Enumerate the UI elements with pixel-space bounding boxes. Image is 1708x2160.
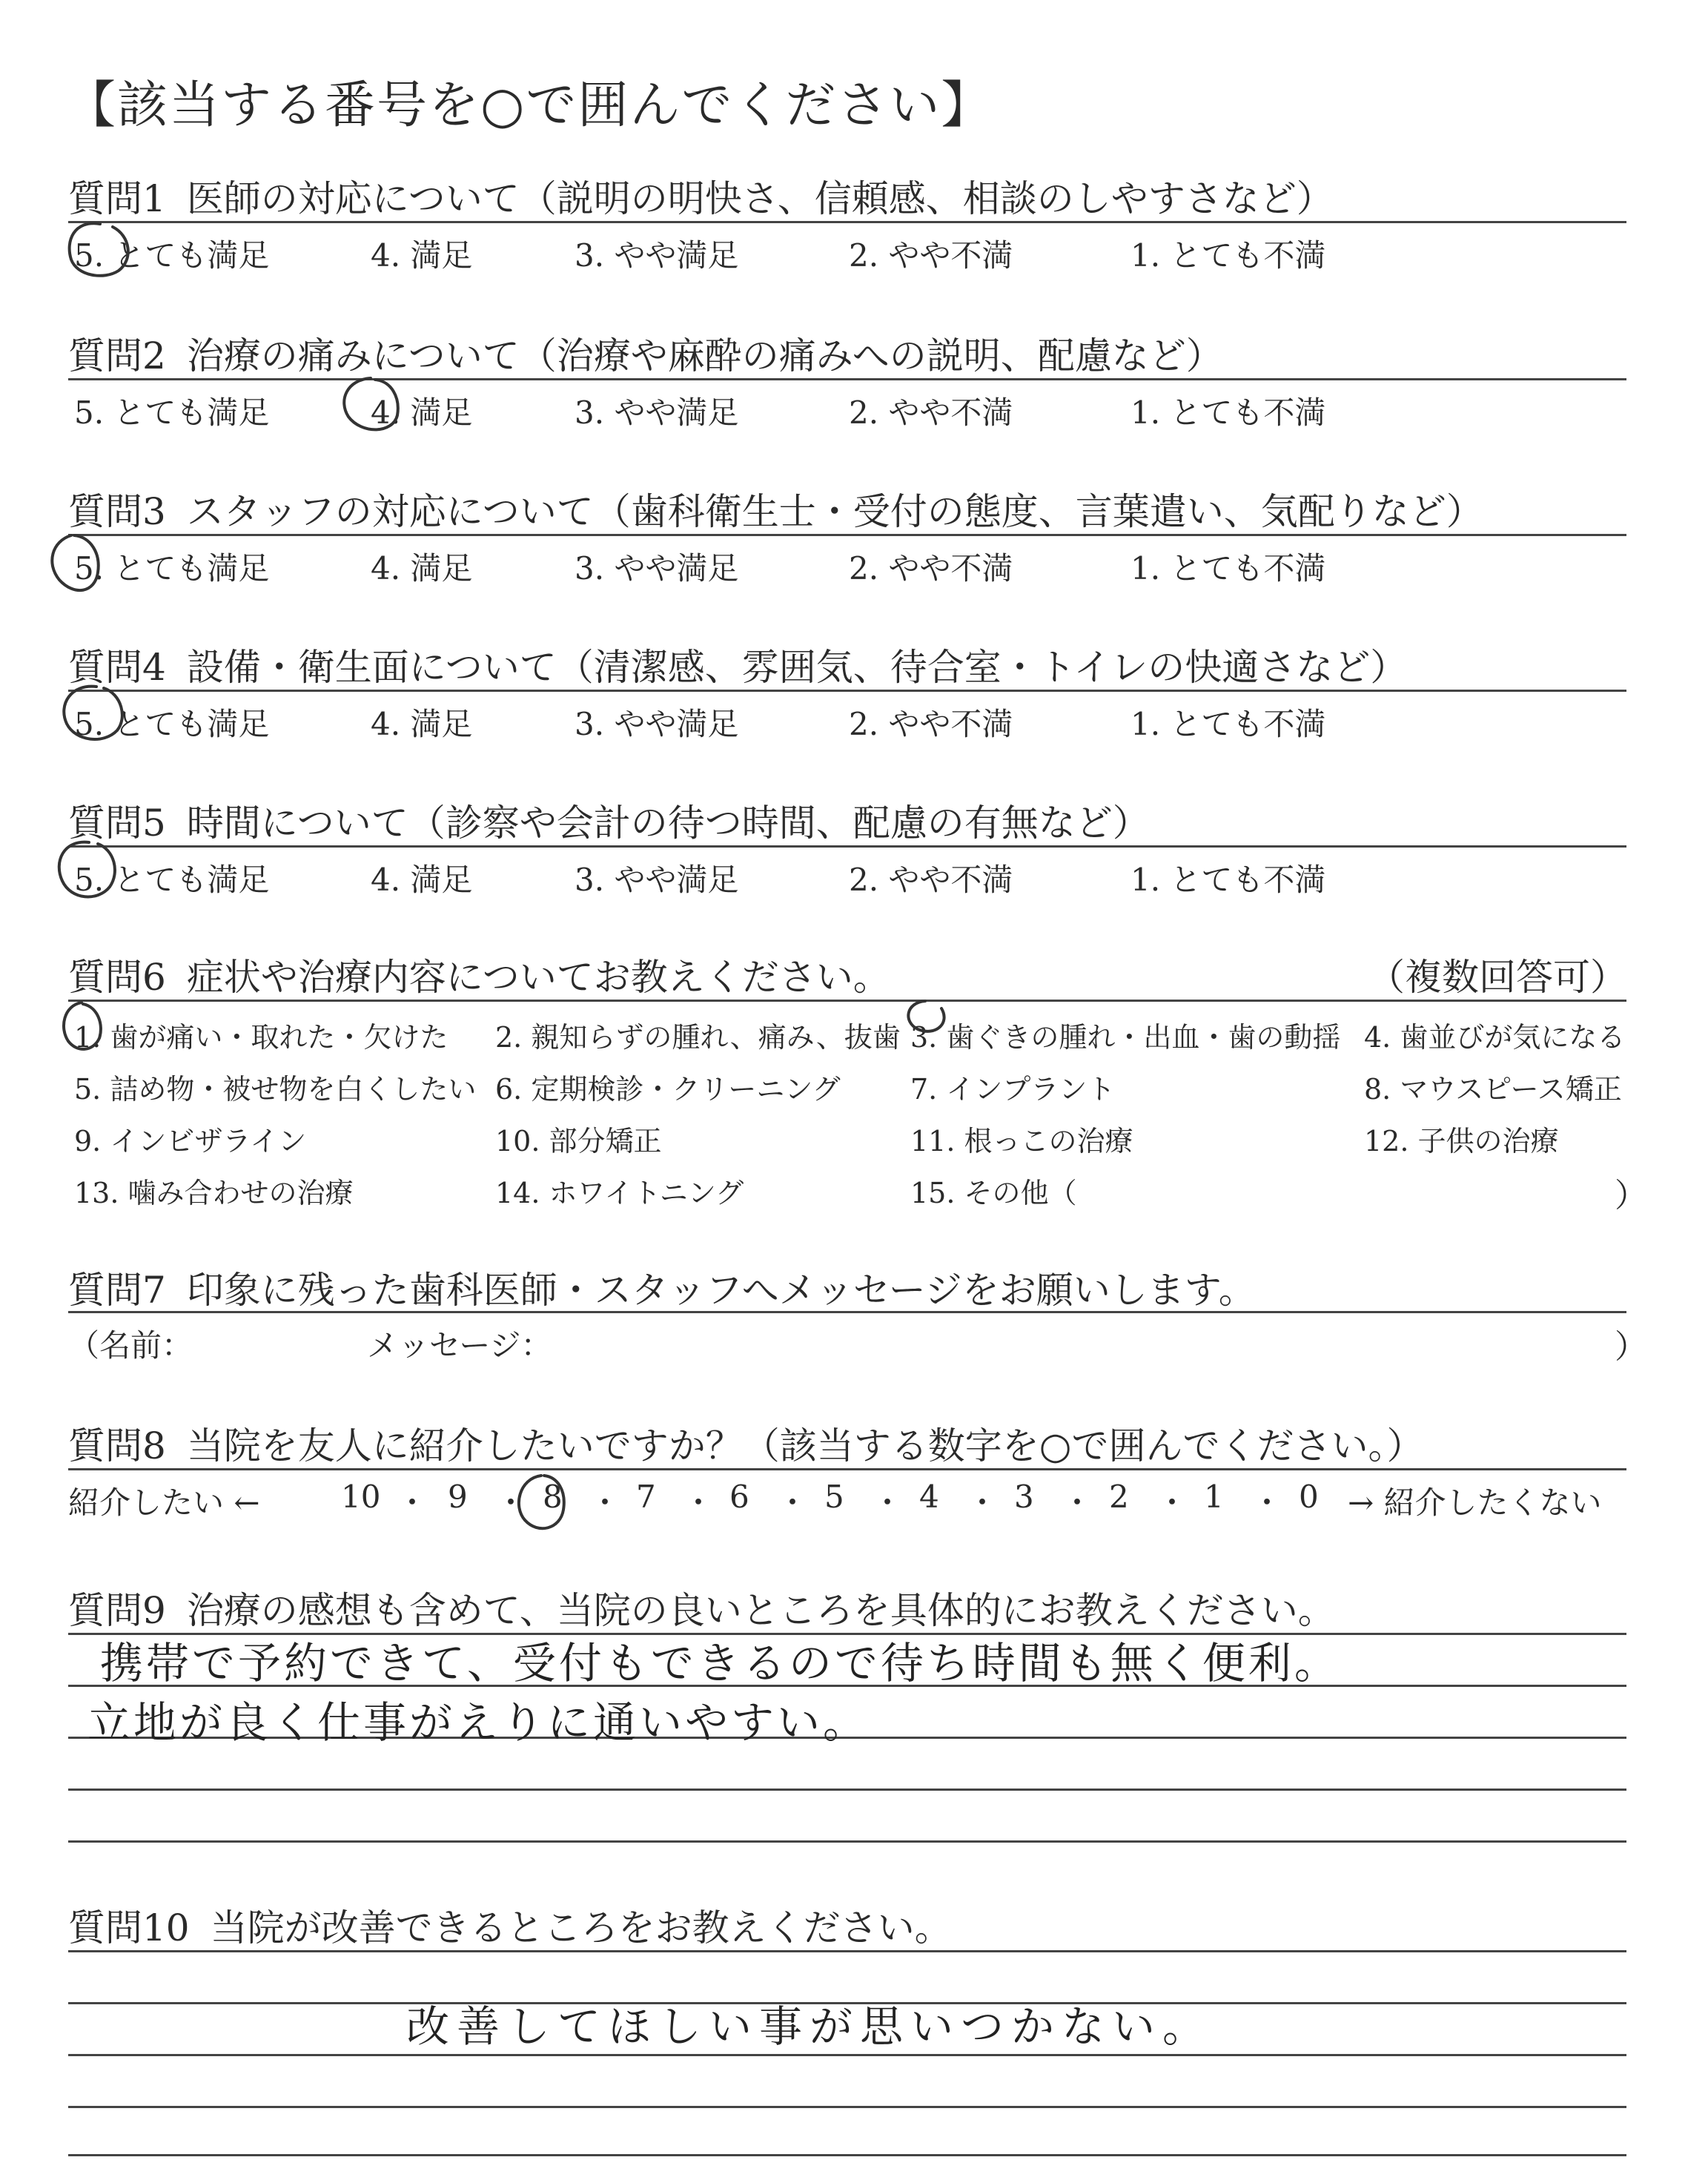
message-close-paren: ） <box>1615 1328 1647 1366</box>
q5-option-2[interactable]: 2. やや不満 <box>849 862 1013 898</box>
question-text: 時間について（診察や会計の待つ時間、配慮の有無など） <box>186 802 1150 845</box>
question-text: 当院を友人に紹介したいですか？（該当する数字を○で囲んでください。） <box>186 1424 1424 1467</box>
question-text: スタッフの対応について（歯科衛生士・受付の態度、言葉遣い、気配りなど） <box>186 490 1483 533</box>
question-3-heading <box>68 482 1483 535</box>
question-5-heading <box>68 793 1150 847</box>
name-label: （名前： <box>68 1327 193 1364</box>
question-text: 治療の感想も含めて、当院の良いところを具体的にお教えください。 <box>186 1589 1335 1632</box>
symptom-item-7[interactable]: 7. インプラント <box>910 1073 1116 1106</box>
symptom-item-8[interactable]: 8. マウスピース矯正 <box>1364 1073 1622 1106</box>
recommend-left-label: 紹介したい ← <box>68 1484 260 1521</box>
multi-answer-note: （複数回答可） <box>1368 956 1627 999</box>
q1-option-2[interactable]: 2. やや不満 <box>849 237 1013 274</box>
question-number: 質問7 <box>68 1269 166 1312</box>
question-number: 質問8 <box>68 1424 166 1467</box>
answer-line <box>68 1789 1626 1791</box>
q5-option-3[interactable]: 3. やや満足 <box>575 862 739 898</box>
symptom-item-3[interactable]: 3. 歯ぐきの腫れ・出血・歯の動揺 <box>910 1021 1341 1054</box>
q2-option-3[interactable]: 3. やや満足 <box>575 394 739 431</box>
handwritten-answer-line1: 携帯で予約できて、受付もできるので待ち時間も無く便利。 <box>100 1638 1340 1688</box>
q5-option-5[interactable]: 5. とても満足 <box>74 862 270 898</box>
symptom-item-2[interactable]: 2. 親知らずの腫れ、痛み、抜歯 <box>495 1021 901 1054</box>
divider <box>68 378 1626 380</box>
scale-separator: ・ <box>397 1484 428 1521</box>
recommend-score-2[interactable]: 2 <box>1109 1479 1129 1515</box>
divider <box>68 534 1626 536</box>
q5-option-1[interactable]: 1. とても不満 <box>1131 862 1326 898</box>
q2-option-5[interactable]: 5. とても満足 <box>74 394 270 431</box>
scale-separator: ・ <box>1156 1484 1188 1521</box>
q1-option-5[interactable]: 5. とても満足 <box>74 237 270 274</box>
q1-option-3[interactable]: 3. やや満足 <box>575 237 739 274</box>
q4-option-5[interactable]: 5. とても満足 <box>74 706 270 742</box>
q3-option-3[interactable]: 3. やや満足 <box>575 550 739 587</box>
symptom-item-13[interactable]: 13. 噛み合わせの治療 <box>74 1177 354 1209</box>
question-text: 症状や治療内容についてお教えください。 <box>186 956 890 999</box>
divider <box>68 845 1626 848</box>
symptom-item-6[interactable]: 6. 定期検診・クリーニング <box>495 1073 841 1106</box>
q3-option-1[interactable]: 1. とても不満 <box>1131 550 1326 587</box>
recommend-score-10[interactable]: 10 <box>341 1479 381 1515</box>
divider <box>68 1000 1626 1002</box>
symptom-item-9[interactable]: 9. インビザライン <box>74 1125 307 1157</box>
question-text: 印象に残った歯科医師・スタッフへメッセージをお願いします。 <box>186 1269 1256 1312</box>
question-number: 質問5 <box>68 802 166 845</box>
question-1-heading <box>68 169 1334 222</box>
symptom-item-10[interactable]: 10. 部分矯正 <box>495 1125 662 1157</box>
q2-option-4[interactable]: 4. 満足 <box>371 394 473 431</box>
q4-option-2[interactable]: 2. やや不満 <box>849 706 1013 742</box>
scale-separator: ・ <box>967 1484 999 1521</box>
question-7-heading <box>68 1261 1256 1314</box>
question-number: 質問2 <box>68 334 166 377</box>
form-title: 【該当する番号を○で囲んでください】 <box>65 76 993 135</box>
q5-option-4[interactable]: 4. 満足 <box>371 862 473 898</box>
q2-option-1[interactable]: 1. とても不満 <box>1131 394 1326 431</box>
scale-separator: ・ <box>683 1484 715 1521</box>
q3-option-5[interactable]: 5. とても満足 <box>74 550 270 587</box>
recommend-score-5[interactable]: 5 <box>824 1479 844 1515</box>
scale-separator: ・ <box>589 1484 621 1521</box>
answer-line <box>68 2054 1626 2056</box>
symptom-item-14[interactable]: 14. ホワイトニング <box>495 1177 744 1209</box>
recommend-score-0[interactable]: 0 <box>1299 1479 1319 1515</box>
question-8-heading <box>68 1416 1423 1470</box>
symptom-item-5[interactable]: 5. 詰め物・被せ物を白くしたい <box>74 1073 477 1106</box>
scale-separator: ・ <box>1251 1484 1283 1521</box>
question-4-heading <box>68 638 1407 691</box>
scale-separator: ・ <box>1062 1484 1093 1521</box>
question-number: 質問3 <box>68 490 166 533</box>
question-text: 医師の対応について（説明の明快さ、信頼感、相談のしやすさなど） <box>186 177 1334 220</box>
symptom-item-4[interactable]: 4. 歯並びが気になる <box>1364 1021 1626 1054</box>
recommend-score-1[interactable]: 1 <box>1204 1479 1224 1515</box>
q3-option-2[interactable]: 2. やや不満 <box>849 550 1013 587</box>
q1-option-4[interactable]: 4. 満足 <box>371 237 473 274</box>
other-close-paren: ） <box>1615 1177 1647 1215</box>
question-number: 質問6 <box>68 956 166 999</box>
answer-line <box>68 2106 1626 2108</box>
recommend-score-3[interactable]: 3 <box>1014 1479 1034 1515</box>
question-number: 質問1 <box>68 177 166 220</box>
scale-separator: ・ <box>872 1484 904 1521</box>
question-number: 質問9 <box>68 1589 166 1632</box>
symptom-item-12[interactable]: 12. 子供の治療 <box>1364 1125 1559 1157</box>
divider <box>68 1311 1626 1313</box>
question-10-heading <box>68 1898 952 1952</box>
q4-option-3[interactable]: 3. やや満足 <box>575 706 739 742</box>
question-text: 治療の痛みについて（治療や麻酔の痛みへの説明、配慮など） <box>186 334 1223 377</box>
question-text: 当院が改善できるところをお教えください。 <box>210 1906 952 1949</box>
recommend-score-9[interactable]: 9 <box>448 1479 468 1515</box>
handwritten-answer-line2: 立地が良く仕事がえりに通いやすい。 <box>87 1697 870 1748</box>
recommend-score-8[interactable]: 8 <box>543 1479 563 1515</box>
divider <box>68 690 1626 692</box>
answer-line <box>68 2154 1626 2156</box>
scale-separator: ・ <box>777 1484 809 1521</box>
divider <box>68 1468 1626 1470</box>
question-9-heading <box>68 1581 1335 1634</box>
recommend-score-7[interactable]: 7 <box>636 1479 656 1515</box>
question-6-heading <box>68 948 890 1001</box>
q4-option-4[interactable]: 4. 満足 <box>371 706 473 742</box>
answer-line <box>68 1950 1626 1952</box>
answer-line <box>68 1840 1626 1843</box>
q2-option-2[interactable]: 2. やや不満 <box>849 394 1013 431</box>
question-text: 設備・衛生面について（清潔感、雰囲気、待合室・トイレの快適さなど） <box>186 646 1408 689</box>
q4-option-1[interactable]: 1. とても不満 <box>1131 706 1326 742</box>
question-number: 質問10 <box>68 1906 190 1949</box>
divider <box>68 221 1626 223</box>
handwritten-answer: 改善してほしい事が思いつかない。 <box>406 2001 1214 2052</box>
question-number: 質問4 <box>68 646 166 689</box>
q3-option-4[interactable]: 4. 満足 <box>371 550 473 587</box>
recommend-score-6[interactable]: 6 <box>729 1479 749 1515</box>
question-2-heading <box>68 326 1223 380</box>
scale-separator: ・ <box>495 1484 527 1521</box>
recommend-right-label: → 紹介したくない <box>1348 1484 1602 1521</box>
symptom-item-15[interactable]: 15. その他（ <box>910 1177 1077 1209</box>
recommend-score-4[interactable]: 4 <box>919 1479 939 1515</box>
message-label: メッセージ： <box>367 1327 552 1364</box>
symptom-item-11[interactable]: 11. 根っこの治療 <box>910 1125 1133 1157</box>
q1-option-1[interactable]: 1. とても不満 <box>1131 237 1326 274</box>
symptom-item-1[interactable]: 1. 歯が痛い・取れた・欠けた <box>74 1021 448 1054</box>
